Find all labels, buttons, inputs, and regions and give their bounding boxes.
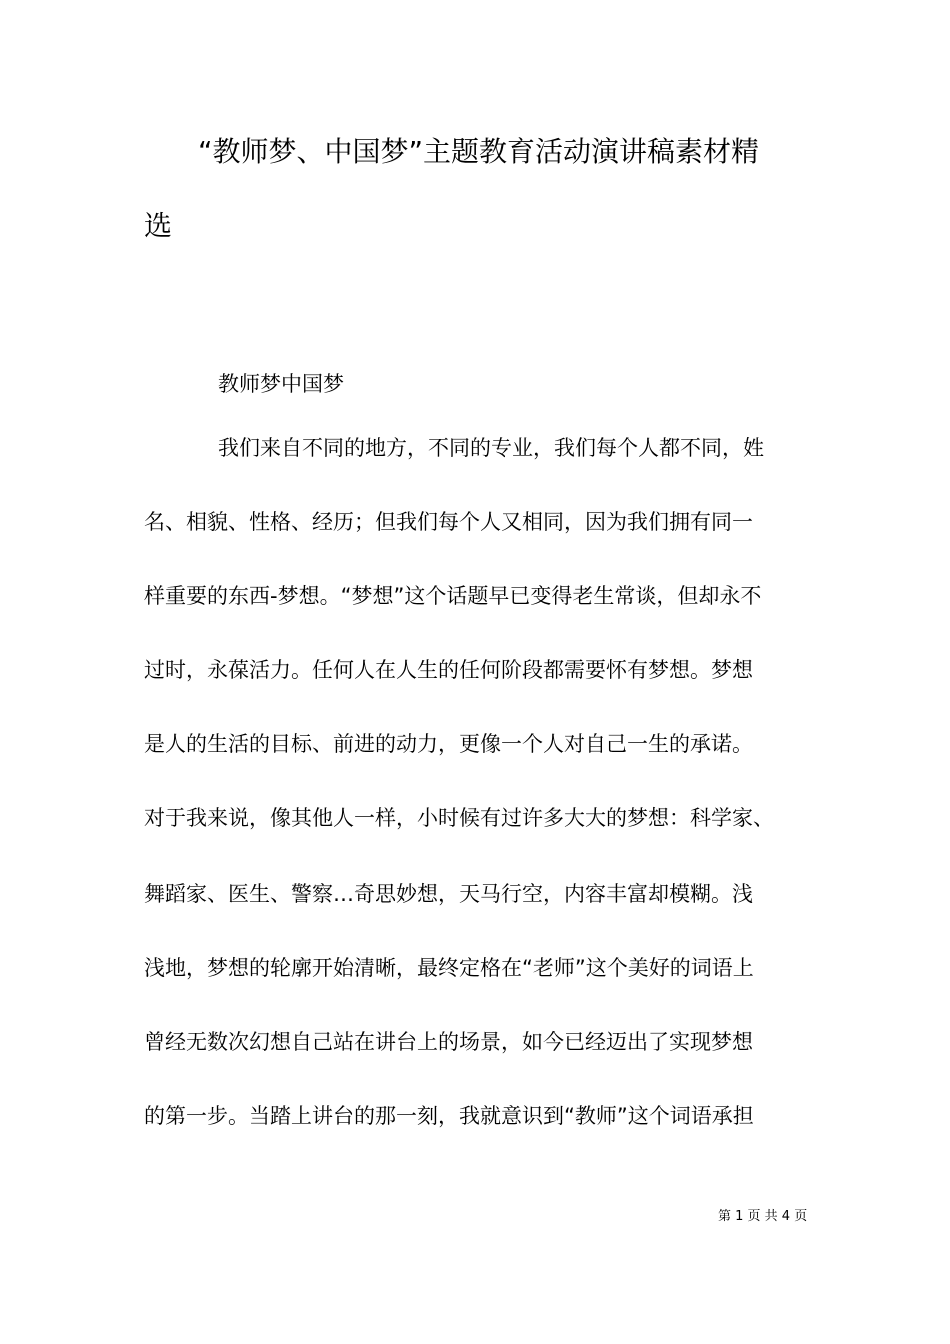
paragraph-line: 对于我来说，像其他人一样，小时候有过许多大大的梦想：科学家、: [144, 806, 774, 830]
paragraph-line: 是人的生活的目标、前进的动力，更像一个人对自己一生的承诺。: [144, 732, 753, 756]
paragraph-line: 曾经无数次幻想自己站在讲台上的场景，如今已经迈出了实现梦想: [144, 1030, 753, 1054]
paragraph-line: 我们来自不同的地方，不同的专业，我们每个人都不同，姓: [218, 436, 764, 460]
paragraph-line: 过时，永葆活力。任何人在人生的任何阶段都需要怀有梦想。梦想: [144, 658, 753, 682]
section-heading: 教师梦中国梦: [218, 372, 344, 396]
paragraph-line: 的第一步。当踏上讲台的那一刻，我就意识到“教师”这个词语承担: [144, 1104, 754, 1128]
document-title-line-1: “教师梦、中国梦”主题教育活动演讲稿素材精: [198, 135, 760, 168]
document-title-line-2: 选: [144, 209, 173, 242]
page-number-footer: 第 1 页 共 4 页: [718, 1209, 808, 1224]
paragraph-line: 名、相貌、性格、经历；但我们每个人又相同，因为我们拥有同一: [144, 510, 753, 534]
paragraph-line: 样重要的东西-梦想。“梦想”这个话题早已变得老生常谈，但却永不: [144, 584, 762, 608]
paragraph-line: 舞蹈家、医生、警察…奇思妙想，天马行空，内容丰富却模糊。浅: [144, 882, 753, 906]
paragraph-line: 浅地，梦想的轮廓开始清晰，最终定格在“老师”这个美好的词语上: [144, 956, 754, 980]
